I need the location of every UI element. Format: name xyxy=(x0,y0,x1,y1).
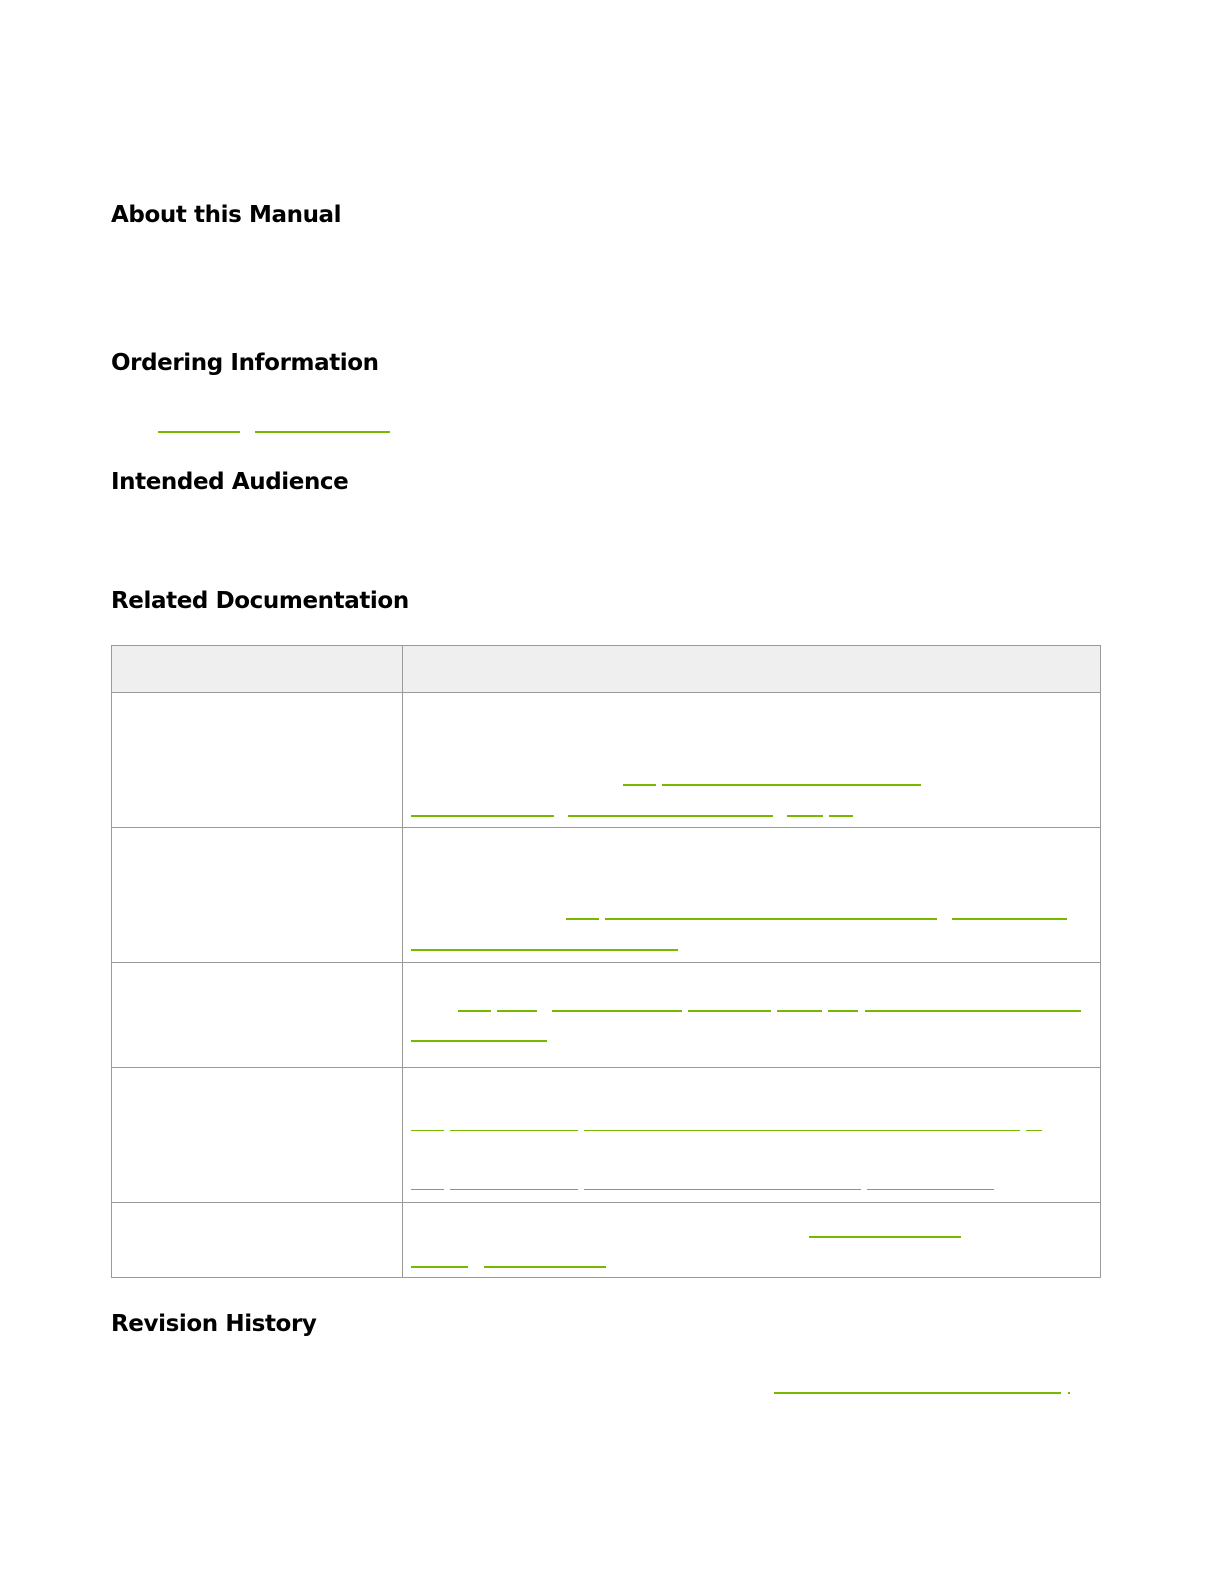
heading-intended-audience: Intended Audience xyxy=(111,469,349,495)
heading-revision-history: Revision History xyxy=(111,1311,317,1337)
ordering-link-1[interactable] xyxy=(158,431,240,433)
heading-about-manual: About this Manual xyxy=(111,202,342,228)
table-row5-link[interactable] xyxy=(809,1236,961,1238)
table-row1-link[interactable] xyxy=(411,815,554,817)
table-row3-link[interactable] xyxy=(865,1010,1081,1012)
table-row3-link[interactable] xyxy=(411,1040,547,1042)
table-row-divider xyxy=(112,827,1100,828)
table-row3-link[interactable] xyxy=(688,1010,771,1012)
table-row1-link[interactable] xyxy=(787,815,823,817)
table-row3-link[interactable] xyxy=(828,1010,858,1012)
table-row3-link[interactable] xyxy=(458,1010,491,1012)
revision-history-link[interactable] xyxy=(774,1392,1061,1394)
table-row4-link[interactable] xyxy=(584,1189,861,1190)
table-row-divider xyxy=(112,962,1100,963)
table-row-divider xyxy=(112,1067,1100,1068)
table-row5-link[interactable] xyxy=(411,1266,468,1268)
heading-related-documentation: Related Documentation xyxy=(111,588,409,614)
table-row3-link[interactable] xyxy=(777,1010,822,1012)
table-row4-link[interactable] xyxy=(411,1189,444,1190)
ordering-link-2[interactable] xyxy=(255,431,390,433)
table-row4-link[interactable] xyxy=(450,1130,578,1131)
table-row1-link[interactable] xyxy=(662,784,921,786)
table-row4-link[interactable] xyxy=(411,1130,444,1131)
table-row-divider xyxy=(112,1202,1100,1203)
table-row5-link[interactable] xyxy=(484,1266,606,1268)
table-header-row xyxy=(112,646,1100,692)
table-row3-link[interactable] xyxy=(497,1010,537,1012)
table-row4-link[interactable] xyxy=(867,1189,994,1190)
table-row-divider xyxy=(112,692,1100,693)
revision-history-link-period xyxy=(1068,1392,1070,1394)
table-row2-link[interactable] xyxy=(605,918,937,920)
table-row4-link[interactable] xyxy=(584,1130,1020,1131)
related-documentation-table xyxy=(111,645,1101,1278)
table-row1-link[interactable] xyxy=(623,784,656,786)
table-row3-link[interactable] xyxy=(552,1010,682,1012)
table-row2-link[interactable] xyxy=(952,918,1067,920)
table-row1-link[interactable] xyxy=(568,815,773,817)
heading-ordering-information: Ordering Information xyxy=(111,350,379,376)
table-row4-link[interactable] xyxy=(1026,1130,1042,1131)
table-row1-link[interactable] xyxy=(829,815,853,817)
table-row2-link[interactable] xyxy=(566,918,599,920)
table-row4-link[interactable] xyxy=(450,1189,578,1190)
table-row2-link[interactable] xyxy=(411,949,678,951)
